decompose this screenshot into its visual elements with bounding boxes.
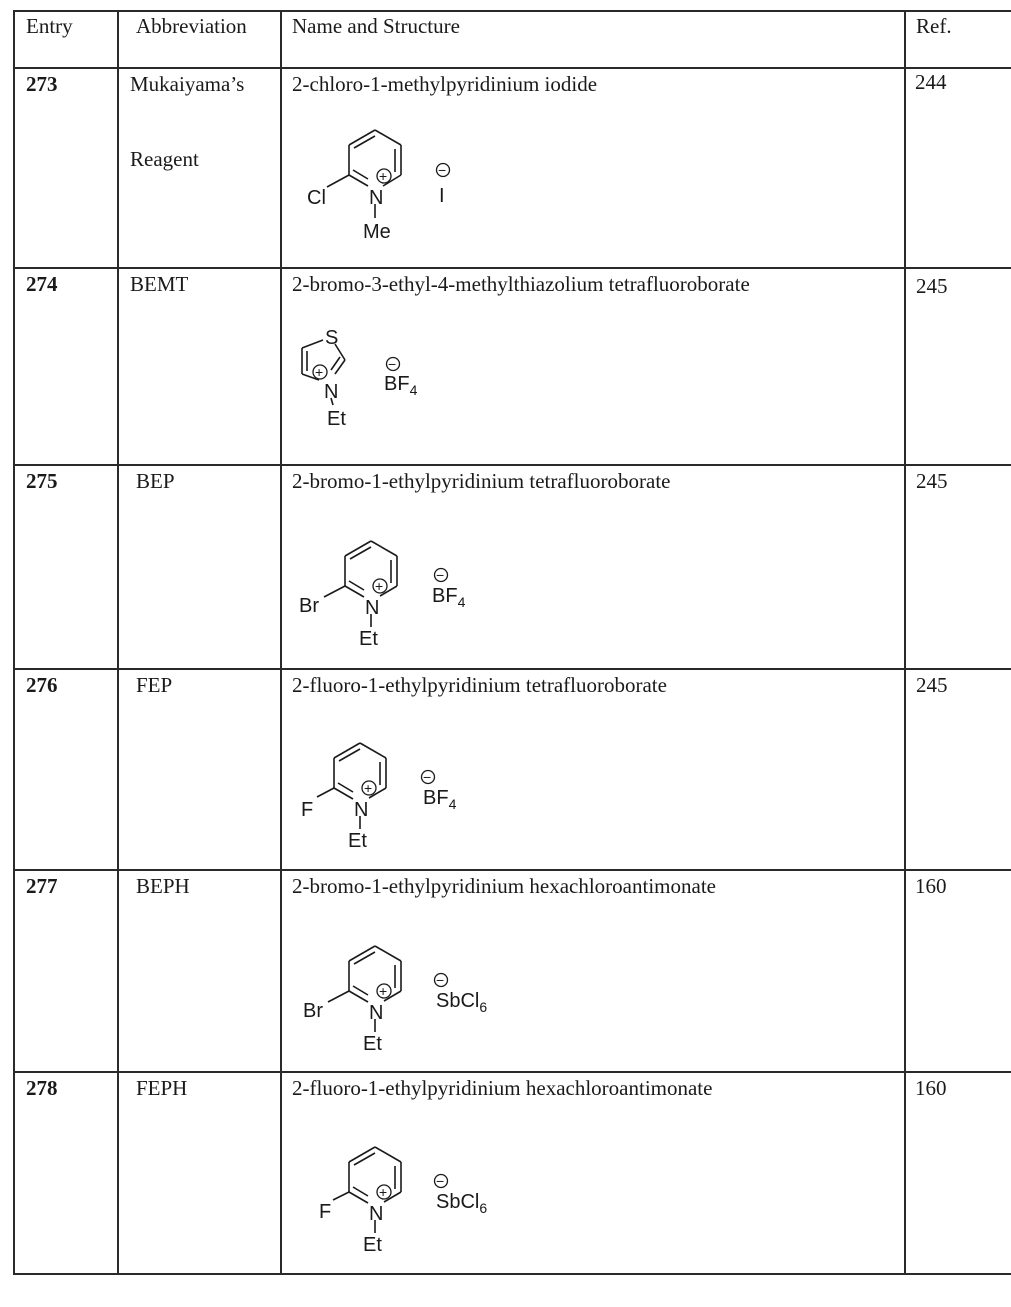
entry-number: 276 — [26, 673, 58, 697]
minus-charge-icon: − — [436, 972, 445, 988]
abbreviation: BEMT — [130, 272, 189, 296]
entry-number: 275 — [26, 469, 58, 493]
entry-number: 274 — [26, 272, 58, 296]
abbreviation: FEP — [136, 673, 173, 697]
reference: 245 — [916, 274, 948, 298]
substituent-label: F — [301, 799, 314, 821]
counterion-label: I — [439, 185, 445, 207]
header-ref: Ref. — [916, 14, 952, 38]
plus-charge-icon: + — [379, 168, 388, 184]
nitrogen-label: N — [369, 1203, 384, 1225]
table-bottom-border — [13, 1273, 1011, 1275]
row-divider — [13, 1071, 1011, 1073]
structure-feph — [283, 1136, 523, 1256]
header-name-structure: Name and Structure — [292, 14, 460, 38]
counterion-label: $BF_4$ — [432, 585, 466, 610]
column-divider — [904, 10, 906, 1273]
n-substituent-label: Et — [363, 1234, 382, 1256]
entry-number: 273 — [26, 72, 58, 96]
compound-name: 2-fluoro-1-ethylpyridinium tetrafluoroborate — [292, 673, 667, 697]
header-entry: Entry — [26, 14, 73, 38]
reagent-table — [13, 10, 1011, 1273]
reference: 160 — [915, 874, 947, 898]
n-substituent-label: Et — [327, 408, 346, 430]
substituent-label: Cl — [307, 187, 326, 209]
structure-bep — [283, 530, 503, 650]
table-left-border — [13, 10, 15, 1273]
counterion-label: SbCl$_6$ — [436, 990, 488, 1015]
counterion-label: SbCl$_6$ — [436, 1191, 488, 1216]
row-divider — [13, 668, 1011, 670]
minus-charge-icon: − — [436, 1173, 445, 1189]
plus-charge-icon: + — [379, 1184, 388, 1200]
entry-number: 278 — [26, 1076, 58, 1100]
column-divider — [280, 10, 282, 1273]
reference: 245 — [916, 469, 948, 493]
nitrogen-label: N — [365, 597, 380, 619]
entry-number: 277 — [26, 874, 58, 898]
plus-charge-icon: + — [375, 578, 384, 594]
row-divider — [13, 267, 1011, 269]
structure-beph — [283, 935, 523, 1055]
n-substituent-label: Et — [363, 1033, 382, 1055]
minus-charge-icon: − — [388, 356, 397, 372]
table-top-border — [13, 10, 1011, 12]
minus-charge-icon: − — [436, 567, 445, 583]
n-substituent-label: Et — [348, 830, 367, 852]
substituent-label: F — [319, 1201, 332, 1223]
abbreviation-line: Reagent — [130, 147, 199, 171]
minus-charge-icon: − — [438, 162, 447, 178]
nitrogen-label: N — [324, 381, 339, 403]
nitrogen-label: N — [369, 187, 384, 209]
reference: 245 — [916, 673, 948, 697]
n-substituent-label: Et — [359, 628, 378, 650]
plus-charge-icon: + — [364, 780, 373, 796]
compound-name: 2-bromo-3-ethyl-4-methylthiazolium tetrafluoroborate — [292, 272, 750, 296]
compound-name: 2-chloro-1-methylpyridinium iodide — [292, 72, 598, 96]
row-divider — [13, 464, 1011, 466]
abbreviation — [130, 72, 244, 188]
sulfur-label: S — [325, 327, 339, 349]
n-substituent-label: Me — [363, 221, 391, 243]
row-divider — [13, 869, 1011, 871]
compound-name: 2-bromo-1-ethylpyridinium hexachloroantimonate — [292, 874, 716, 898]
nitrogen-label: N — [354, 799, 369, 821]
header-divider — [13, 67, 1011, 69]
plus-charge-icon: + — [379, 983, 388, 999]
counterion-label: $BF_4$ — [423, 787, 457, 812]
abbreviation-line: Mukaiyama’s — [130, 72, 245, 96]
minus-charge-icon: − — [423, 769, 432, 785]
nitrogen-label: N — [369, 1002, 384, 1024]
structure-bemt-thiazolium — [283, 327, 483, 450]
abbreviation: FEPH — [136, 1076, 188, 1100]
compound-name: 2-fluoro-1-ethylpyridinium hexachloroantimonate — [292, 1076, 713, 1100]
abbreviation: BEPH — [136, 874, 190, 898]
substituent-label: Br — [299, 595, 319, 617]
structure-fep — [283, 732, 503, 852]
abbreviation: BEP — [136, 469, 175, 493]
compound-name: 2-bromo-1-ethylpyridinium tetrafluoroborate — [292, 469, 671, 493]
structure-2-chloro-1-methylpyridinium-iodide — [283, 120, 483, 260]
plus-charge-icon: + — [315, 364, 324, 380]
reference: 244 — [915, 70, 947, 94]
substituent-label: Br — [303, 1000, 323, 1022]
reference: 160 — [915, 1076, 947, 1100]
counterion-label: $BF_4$ — [384, 373, 418, 398]
header-abbreviation: Abbreviation — [136, 14, 247, 38]
column-divider — [117, 10, 119, 1273]
